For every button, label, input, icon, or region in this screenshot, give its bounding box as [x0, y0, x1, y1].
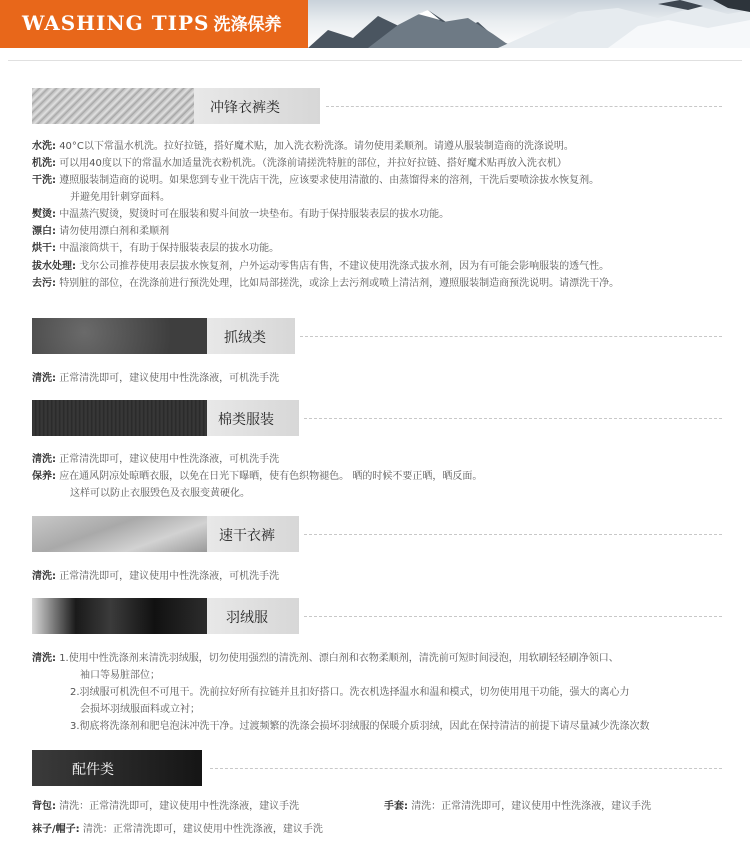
- care-line: 拔水处理: 戈尔公司推荐使用表层拔水恢复剂，户外运动零售店有售，不建议使用洗涤式拔水剂，因为有可能会影响服装的透气性。: [32, 261, 610, 272]
- care-line: 机洗: 可以用40度以下的常温水加适量洗衣粉机洗。（洗涤前请搓洗特脏的部位，并拉好拉链、搭好魔术贴再放入洗衣机）: [32, 158, 567, 169]
- fabric-swatch-fleece: [32, 318, 207, 354]
- care-line: 清洗: 正常清洗即可，建议使用中性洗涤液，可机洗手洗: [32, 454, 280, 465]
- fabric-swatch-quickdry: [32, 516, 207, 552]
- accessory-item-backpack: 背包: 清洗：正常清洗即可，建议使用中性洗涤液，建议手洗: [32, 801, 300, 812]
- care-line-continued: 袖口等易脏部位；: [80, 670, 160, 681]
- fabric-swatch-jacket: [32, 88, 194, 124]
- care-line-continued: 会损坏羽绒服面料或立衬；: [80, 704, 200, 715]
- care-line: 清洗: 1.使用中性洗涤剂来清洗羽绒服，切勿使用强烈的清洗剂、漂白剂和衣物柔顺剂，清洗前可短时间浸泡，用软刷轻轻刷净领口、: [32, 653, 619, 664]
- section-title-cotton: 棉类服装: [218, 412, 274, 428]
- section-divider-accessories: [210, 768, 722, 769]
- fabric-swatch-cotton: [32, 400, 207, 436]
- care-line-continued: 这样可以防止衣服毁色及衣服变黄硬化。: [70, 488, 250, 499]
- section-title-accessories: 配件类: [72, 762, 114, 778]
- header-title-en: WASHING TIPS: [22, 11, 210, 35]
- section-title-fleece: 抓绒类: [224, 330, 266, 346]
- section-title-jacket: 冲锋衣裤类: [210, 100, 280, 116]
- header-banner: [0, 0, 750, 48]
- accessory-item-socks-hats: 袜子/帽子: 清洗：正常清洗即可，建议使用中性洗涤液，建议手洗: [32, 824, 323, 835]
- header-title: [22, 10, 281, 35]
- care-line: 烘干: 中温滚筒烘干，有助于保持服装表层的拔水功能。: [32, 243, 280, 254]
- section-divider-jacket: [326, 106, 722, 107]
- section-divider-cotton: [304, 418, 722, 419]
- header-title-cn: 洗涤保养: [213, 15, 282, 35]
- section-title-down: 羽绒服: [226, 610, 268, 626]
- section-divider-fleece: [300, 336, 722, 337]
- care-line: 水洗: 40°C以下常温水机洗。拉好拉链，搭好魔术贴，加入洗衣粉洗涤。请勿使用柔顺剂。请遵从服装制造商的洗涤说明。: [32, 141, 574, 152]
- care-line: 去污: 特别脏的部位，在洗涤前进行预洗处理，比如局部搓洗，或涂上去污剂或喷上清洁剂，遵照服装制造商预洗说明。请漂洗干净。: [32, 278, 620, 289]
- care-line-continued: 并避免用针刺穿面料。: [70, 192, 170, 203]
- care-line: 保养: 应在通风阴凉处晾晒衣服，以免在日光下曝晒，使有色织物褪色。 晒的时候不要正晒，晒反面。: [32, 471, 483, 482]
- section-divider-quickdry: [304, 534, 722, 535]
- care-line-continued: 3.彻底将洗涤剂和肥皂泡沫冲洗干净。过渡频繁的洗涤会损坏羽绒服的保暖介质羽绒，因此在保持清洁的前提下请尽量减少洗涤次数: [70, 721, 650, 732]
- fabric-swatch-down: [32, 598, 207, 634]
- care-line: 干洗: 遵照服装制造商的说明。如果您到专业干洗店干洗，应该要求使用清澈的、由蒸馏得来的溶剂，干洗后要喷涂拔水恢复剂。: [32, 175, 600, 186]
- section-bar-accessories: [32, 750, 202, 786]
- care-line: 漂白: 请勿使用漂白剂和柔顺剂: [32, 226, 170, 237]
- mountain-illustration: [308, 0, 750, 48]
- accessory-item-gloves: 手套: 清洗：正常清洗即可，建议使用中性洗涤液，建议手洗: [384, 801, 652, 812]
- care-line: 清洗: 正常清洗即可，建议使用中性洗涤液，可机洗手洗: [32, 571, 280, 582]
- care-line-continued: 2.羽绒服可机洗但不可甩干。洗前拉好所有拉链并且扣好搭口。洗衣机选择温水和温和模式，切勿使用甩干功能，强大的离心力: [70, 687, 630, 698]
- top-divider: [8, 60, 742, 61]
- section-divider-down: [304, 616, 722, 617]
- section-title-quickdry: 速干衣裤: [219, 528, 275, 544]
- care-line: 熨烫: 中温蒸汽熨烫，熨烫时可在服装和熨斗间放一块垫布。有助于保持服装表层的拔水功能。: [32, 209, 450, 220]
- care-line: 清洗: 正常清洗即可，建议使用中性洗涤液，可机洗手洗: [32, 373, 280, 384]
- mountain-image: [308, 0, 750, 48]
